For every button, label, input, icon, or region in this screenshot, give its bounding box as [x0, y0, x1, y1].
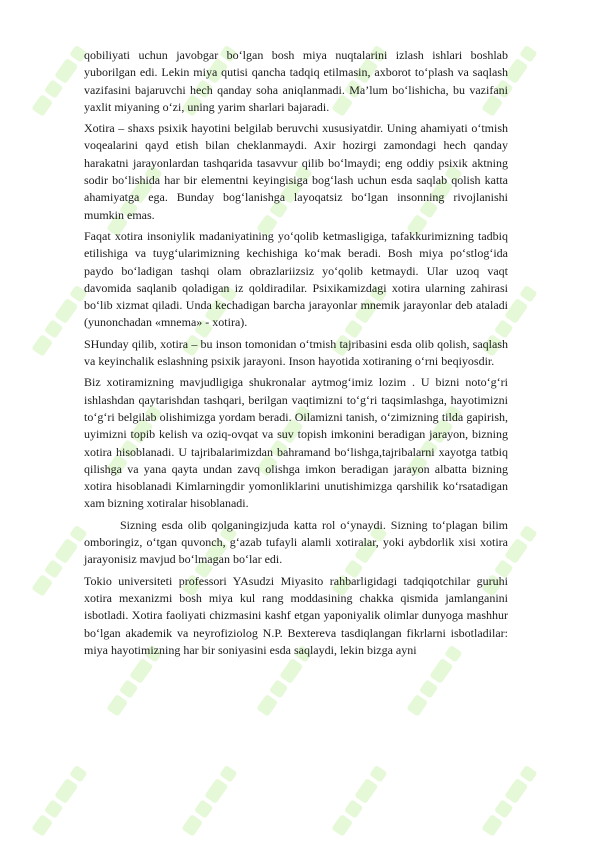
paragraph-1: qobiliyati uchun javobgar bo‘lgan bosh miya nuqtalarini izlash ishlari boshlab yuborilgan edi. Lekin miya qutisi qancha tadqiq etilmasin, axborot to‘plash va saqlash vazifasini bajaruvchi hech qanday soha aniqlanmadi. Ma’lum bo‘lishicha, bu vazifani yaxlit miyaning o‘zi, uning yarim sharlari bajaradi.	[84, 48, 508, 114]
paragraph-5: Biz xotiramizning mavjudligiga shukronalar aytmog‘imiz lozim . U bizni noto‘g‘ri ishlashdan qaytarishdan tashqari, berilgan vaqtimizni to‘g‘ri taqsimlashga, hayotimizni to‘g‘ri belgilab olishimizga yordam beradi. Oilamizni tanish, o‘zimizning tilda gapirish, uyimizni topib kelish va oziq-ovqat va suv topish imkonini beradigan jarayon, bizning xotira hisoblanadi. U tajribalarimizdan bahramand bo‘lishga,tajribalarni xayotga tatbiq qilishga va yana qayta undan zavq olishga imkon beradigan jarayon albatta bizning xotira hisoblanadi Kimlarningdir yomonliklarini unutishimizga qarshilik ko‘rsatadigan xam bizning xotiralar hisoblanadi.	[84, 375, 508, 511]
paragraph-2: Xotira – shaxs psixik hayotini belgilab beruvchi xususiyatdir. Uning ahamiyati o‘tmish voqealarini qayd etish bilan cheklanmaydi. Axir hozirgi zamondagi hech qanday harakatni jarayonlardan tashqarida tasavvur qilib bo‘lmaydi; eng oddiy psixik aktning sodir bo‘lishida har bir elementni keyingisiga bog‘lash uchun esda saqlab qolish katta ahamiyatga ega. Bunday bog‘lanishga layoqatsiz bo‘lgan insonning rivojlanishi mumkin emas.	[84, 121, 508, 222]
watermark-mark-0	[31, 45, 87, 117]
paragraph-3: Faqat xotira insoniylik madaniyatining yo‘qolib ketmasligiga, tafakkurimizning tadbiq etilishiga va tuyg‘ularimizning kechishiga ko‘mak beradi. Bosh miya po‘stlog‘ida paydo bo‘ladigan tashqi olam obrazlariizsiz yo‘qolib ketmaydi. Ular uzoq vaqt davomida saqlanib qoladigan iz qoldiradilar. Psixikamizdagi xotira ularning zahirasi bo‘lib xizmat qiladi. Unda kechadigan barcha jarayonlar mnemik jarayonlar deb ataladi (yunonchadan «mnema» - xotira).	[84, 228, 508, 330]
paragraph-7: Tokio universiteti professori YAsudzi Miyasito rahbarligidagi tadqiqotchilar guruhi xotira mexanizmi bosh miya kul rang moddasining chakka qismida jamlanganini isbotladi. Xotira faoliyati chizmasini kashf etgan yaponiyalik olimlar dunyoga mashhur bo‘lgan akademik va neyrofiziolog N.P. Bextereva tasdiqlangan fikrlarni isbotladilar: miya hayotimizning har bir soniyasini esda saqlaydi, lekin bizga ayni	[84, 573, 508, 657]
paragraph-4: SHunday qilib, xotira – bu inson tomonidan o‘tmish tajribasini esda olib qolish, saqlash va keyinchalik eslashning psixik jarayoni. Inson hayotida xotiraning o‘rni beqiyosdir.	[84, 336, 508, 369]
watermark-mark-14	[31, 525, 87, 597]
document-body	[84, 47, 508, 663]
watermark-mark-22	[181, 765, 237, 837]
paragraph-6: Sizning esda olib qolganingizjuda katta rol o‘ynaydi. Sizning to‘plagan bilim omboringiz, o‘tgan quvonch, g‘azab tufayli alamli xotiralar, yoki aybdorlik xisi xotira jarayonisiz mavjud bo‘lmagan bo‘lar edi.	[84, 517, 508, 567]
watermark-mark-7	[31, 285, 87, 357]
watermark-mark-23	[331, 765, 387, 837]
watermark-mark-24	[481, 765, 537, 837]
watermark-mark-21	[31, 765, 87, 837]
